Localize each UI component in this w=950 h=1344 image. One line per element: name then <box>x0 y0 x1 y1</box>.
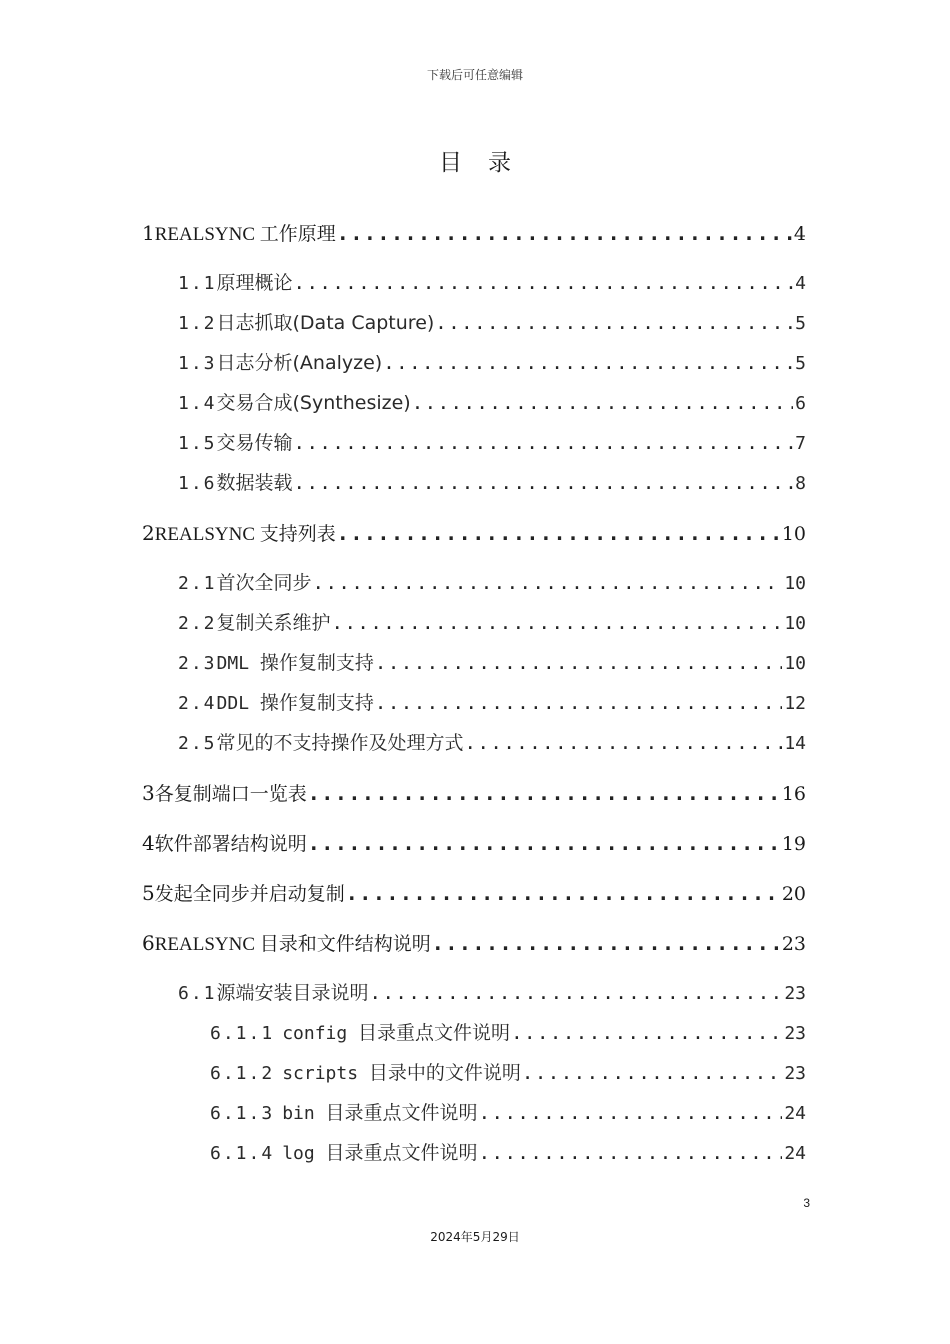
toc-dot-leader <box>479 1098 783 1128</box>
toc-entry-label <box>217 348 383 378</box>
toc-entry-number: 2.3 <box>178 653 217 674</box>
toc-title: 目录 <box>439 150 537 176</box>
toc-dot-leader <box>375 648 782 678</box>
toc-entry-number: 1.3 <box>178 353 217 374</box>
toc-entry-2-3[interactable] <box>178 648 806 678</box>
toc-entry-label-text: 源端安装目录说明 <box>216 982 369 1004</box>
toc-entry-label <box>217 568 312 598</box>
toc-entry-2[interactable] <box>142 518 806 548</box>
toc-entry-number: 6.1.3 <box>210 1103 275 1124</box>
toc-entry-label-text: 软件部署结构说明 <box>154 833 307 855</box>
toc-entry-label <box>155 879 345 909</box>
toc-entry-number: 6.1.4 <box>210 1143 275 1164</box>
toc-entry-label-text: 各复制端口一览表 <box>154 783 307 805</box>
toc-entry-6-1-4[interactable] <box>210 1138 806 1168</box>
toc-entry-number: 2 <box>142 521 155 545</box>
toc-entry-label <box>282 1058 521 1089</box>
toc-entry-label-text: 目录中的文件说明 <box>368 1062 521 1084</box>
toc-entry-label-text: 目录重点文件说明 <box>325 1102 478 1124</box>
toc-dot-leader <box>332 608 783 638</box>
toc-entry-label-prefix: DML <box>216 653 260 674</box>
toc-entry-label-text: 数据装载 <box>216 472 293 494</box>
toc-dot-leader <box>370 978 783 1008</box>
toc-entry-2-1[interactable] <box>178 568 806 598</box>
toc-entry-number: 1.6 <box>178 473 217 494</box>
toc-entry-page: 7 <box>795 433 806 454</box>
toc-entry-label-prefix: log <box>282 1143 326 1164</box>
toc-entry-label <box>155 929 431 960</box>
toc-entry-label <box>217 978 369 1008</box>
toc-dot-leader <box>383 348 793 378</box>
toc-dot-leader <box>412 388 793 418</box>
toc-entry-label-prefix: bin <box>282 1103 326 1124</box>
toc-entry-label-text: 交易传输 <box>216 432 293 454</box>
toc-entry-label-text: 工作原理 <box>259 223 336 245</box>
toc-dot-leader <box>308 778 780 808</box>
toc-entry-1-5[interactable] <box>178 428 806 458</box>
toc-entry-page: 23 <box>784 1063 806 1084</box>
toc-entry-page: 23 <box>781 933 806 955</box>
toc-entry-label-text: 复制关系维护 <box>216 612 331 634</box>
toc-entry-page: 24 <box>784 1143 806 1164</box>
toc-entry-6-1[interactable] <box>178 978 806 1008</box>
toc-entry-number: 6.1.1 <box>210 1023 275 1044</box>
toc-entry-2-5[interactable] <box>178 728 806 758</box>
toc-entry-label <box>217 728 464 758</box>
toc-entry-label <box>217 688 374 719</box>
toc-entry-6-1-1[interactable] <box>210 1018 806 1048</box>
toc-entry-page: 24 <box>784 1103 806 1124</box>
toc-entry-label <box>217 608 331 638</box>
toc-dot-leader <box>511 1018 782 1048</box>
toc-entry-label <box>217 428 293 458</box>
toc-dot-leader <box>294 428 794 458</box>
toc-entry-page: 23 <box>784 983 806 1004</box>
toc-entry-label-text: 操作复制支持 <box>259 652 374 674</box>
toc-entry-label <box>217 468 293 498</box>
toc-dot-leader <box>337 218 792 248</box>
toc-entry-page: 5 <box>795 313 806 334</box>
toc-entry-label-prefix: REALSYNC <box>154 934 260 955</box>
toc-entry-label <box>217 388 411 418</box>
toc-dot-leader <box>308 828 780 858</box>
toc-entry-label-prefix: REALSYNC <box>154 524 260 545</box>
toc-entry-number: 5 <box>142 881 155 905</box>
toc-entry-number: 6.1 <box>178 983 217 1004</box>
toc-entry-number: 1.1 <box>178 273 217 294</box>
toc-dot-leader <box>294 268 794 298</box>
toc-entry-label-text: 目录重点文件说明 <box>358 1022 511 1044</box>
toc-entry-page: 10 <box>781 523 806 545</box>
page-number: 3 <box>803 1196 810 1210</box>
page-header: 下载后可任意编辑 <box>426 68 523 82</box>
toc-entry-number: 3 <box>142 781 155 805</box>
toc-entry-label-text: 常见的不支持操作及处理方式 <box>216 732 464 754</box>
toc-dot-leader <box>465 728 783 758</box>
toc-entry-page: 10 <box>784 653 806 674</box>
toc-dot-leader <box>479 1138 783 1168</box>
toc-entry-number: 6.1.2 <box>210 1063 275 1084</box>
toc-entry-label-prefix: config <box>282 1023 359 1044</box>
toc-entry-label-text: 操作复制支持 <box>259 692 374 714</box>
toc-entry-page: 10 <box>784 613 806 634</box>
toc-entry-page: 20 <box>781 883 806 905</box>
toc-entry-label-prefix: DDL <box>216 693 260 714</box>
toc-entry-number: 1.4 <box>178 393 217 414</box>
toc-entry-1-3[interactable] <box>178 348 806 378</box>
toc-entry-label <box>155 829 307 859</box>
toc-entry-6-1-2[interactable] <box>210 1058 806 1088</box>
toc-entry-number: 2.4 <box>178 693 217 714</box>
toc-entry-label <box>217 308 435 338</box>
toc-entry-number: 1.2 <box>178 313 217 334</box>
toc-dot-leader <box>432 928 780 958</box>
toc-entry-number: 4 <box>142 831 155 855</box>
toc-entry-label-prefix: REALSYNC <box>154 224 260 245</box>
toc-dot-leader <box>294 468 794 498</box>
toc-entry-3[interactable] <box>142 778 806 808</box>
toc-entry-number: 6 <box>142 931 155 955</box>
toc-entry-1-2[interactable] <box>178 308 806 338</box>
toc-entry-label <box>217 268 293 298</box>
toc-dot-leader <box>435 308 793 338</box>
toc-entry-label-text: 目录和文件结构说明 <box>259 933 431 955</box>
toc-entry-label-text: 日志抓取(Data Capture) <box>216 312 435 334</box>
toc-entry-label-text: 目录重点文件说明 <box>325 1142 478 1164</box>
toc-dot-leader <box>522 1058 782 1088</box>
toc-entry-page: 19 <box>781 833 806 855</box>
toc-entry-number: 2.1 <box>178 573 217 594</box>
toc-entry-page: 4 <box>795 273 806 294</box>
toc-entry-1-4[interactable] <box>178 388 806 418</box>
toc-entry-1-6[interactable] <box>178 468 806 498</box>
toc-entry-page: 14 <box>784 733 806 754</box>
toc-entry-label-text: 发起全同步并启动复制 <box>154 883 345 905</box>
toc-entry-number: 2.5 <box>178 733 217 754</box>
toc-entry-number: 1.5 <box>178 433 217 454</box>
toc-entry-label-text: 原理概论 <box>216 272 293 294</box>
toc-entry-page: 12 <box>784 693 806 714</box>
toc-entry-page: 4 <box>793 223 806 245</box>
toc-dot-leader <box>346 878 780 908</box>
toc-entry-page: 10 <box>784 573 806 594</box>
toc-entry-label <box>282 1018 510 1049</box>
toc-entry-2-4[interactable] <box>178 688 806 718</box>
toc-entry-label <box>282 1138 477 1169</box>
toc-entry-1[interactable] <box>142 218 806 248</box>
toc-entry-label <box>155 779 307 809</box>
toc-entry-1-1[interactable] <box>178 268 806 298</box>
toc-entry-number: 2.2 <box>178 613 217 634</box>
toc-entry-page: 6 <box>795 393 806 414</box>
toc-entry-page: 16 <box>781 783 806 805</box>
toc-entry-label <box>217 648 374 679</box>
toc-entry-label-prefix: scripts <box>282 1063 369 1084</box>
toc-entry-5[interactable] <box>142 878 806 908</box>
toc-entry-label <box>282 1098 477 1129</box>
page-footer-date: 2024年5月29日 <box>430 1230 520 1244</box>
toc-entry-label-text: 支持列表 <box>259 523 336 545</box>
toc-dot-leader <box>313 568 783 598</box>
toc-entry-number: 1 <box>142 221 155 245</box>
toc-entry-label-text: 交易合成(Synthesize) <box>216 392 411 414</box>
toc-entry-label <box>155 219 336 250</box>
toc-entry-label-text: 首次全同步 <box>216 572 312 594</box>
toc-dot-leader <box>337 518 780 548</box>
toc-entry-label <box>155 519 336 550</box>
toc-entry-page: 8 <box>795 473 806 494</box>
toc-entry-page: 5 <box>795 353 806 374</box>
toc-entry-6-1-3[interactable] <box>210 1098 806 1128</box>
toc-entry-6[interactable] <box>142 928 806 958</box>
toc-entry-page: 23 <box>784 1023 806 1044</box>
toc-entry-4[interactable] <box>142 828 806 858</box>
toc-entry-2-2[interactable] <box>178 608 806 638</box>
toc-entry-label-text: 日志分析(Analyze) <box>216 352 383 374</box>
toc-dot-leader <box>375 688 782 718</box>
